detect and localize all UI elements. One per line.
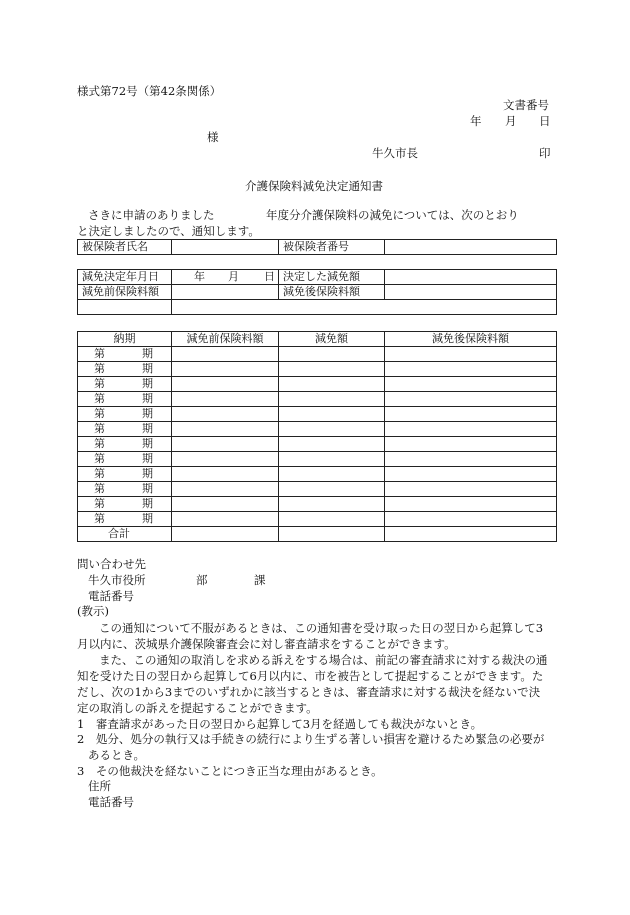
form-id: 様式第72号（第42条関係） — [77, 84, 222, 98]
installment-period — [78, 482, 172, 497]
doc-number-label: 文書番号 — [503, 98, 549, 112]
installment-after-field[interactable] — [385, 362, 557, 377]
item-text: 処分、処分の執行又は手続きの続行により生ずる著しい損害を避けるため緊急の必要があるとき。 — [88, 732, 545, 762]
decision-amount-field[interactable] — [385, 270, 557, 285]
decision-date-month: 月 — [228, 270, 239, 283]
contact-dept: 部 — [196, 573, 208, 587]
installment-after-field[interactable] — [385, 347, 557, 362]
installment-period — [78, 362, 172, 377]
installment-table — [77, 331, 557, 542]
installment-row — [78, 362, 557, 377]
header-due: 納期 — [78, 332, 172, 347]
period-dai: 第 — [94, 452, 105, 465]
addressee-suffix: 様 — [207, 130, 219, 144]
header-after: 減免後保険料額 — [385, 332, 557, 347]
period-ki: 期 — [142, 347, 153, 360]
installment-period — [78, 392, 172, 407]
installment-reduction-field[interactable] — [279, 377, 385, 392]
item-number: 2 — [77, 732, 85, 746]
installment-reduction-field[interactable] — [279, 392, 385, 407]
after-amount-field[interactable] — [385, 285, 557, 300]
period-ki: 期 — [142, 482, 153, 495]
decision-date-year: 年 — [194, 270, 205, 283]
notice-item-1 — [77, 716, 551, 732]
period-ki: 期 — [142, 452, 153, 465]
period-ki: 期 — [142, 467, 153, 480]
installment-period — [78, 407, 172, 422]
installment-before-field[interactable] — [172, 512, 279, 527]
period-ki: 期 — [142, 512, 153, 525]
installment-before-field[interactable] — [172, 422, 279, 437]
period-dai: 第 — [94, 467, 105, 480]
installment-row — [78, 347, 557, 362]
installment-after-field[interactable] — [385, 512, 557, 527]
period-dai: 第 — [94, 362, 105, 375]
insured-number-label: 被保険者番号 — [279, 240, 385, 255]
intro-line1-a: さきに申請のありました — [88, 208, 215, 222]
installment-row — [78, 422, 557, 437]
total-reduction-field[interactable] — [279, 527, 385, 542]
intro-line1-b: 年度分介護保険料の減免については、次のとおり — [266, 208, 519, 222]
date-day: 日 — [539, 114, 551, 128]
blank-cell — [172, 300, 557, 315]
installment-before-field[interactable] — [172, 407, 279, 422]
installment-row — [78, 497, 557, 512]
installment-period — [78, 512, 172, 527]
installment-reduction-field[interactable] — [279, 452, 385, 467]
installment-after-field[interactable] — [385, 422, 557, 437]
installment-row — [78, 407, 557, 422]
installment-period — [78, 422, 172, 437]
period-dai: 第 — [94, 422, 105, 435]
installment-before-field[interactable] — [172, 467, 279, 482]
insured-name-field[interactable] — [172, 240, 279, 255]
notice-paragraph-1: この通知について不服があるときは、この通知書を受け取った日の翌日から起算して3月以内に、茨城県介護保険審査会に対し審査請求をすることができます。 — [77, 621, 544, 651]
insured-table — [77, 239, 557, 255]
notice-paragraph-2: また、この通知の取消しを求める訴えをする場合は、前記の審査請求に対する裁決の通知を受けた日の翌日から起算して6月以内に、市を被告として提起することができます。ただし、次の1から3までのいずれかに該当するときは、審査請求に対する裁決を経ないで決定の取消しの訴えを提起することができます。 — [77, 653, 548, 715]
installment-before-field[interactable] — [172, 392, 279, 407]
header-reduction: 減免額 — [279, 332, 385, 347]
item-text: 審査請求があった日の翌日から起算して3月を経過しても裁決がないとき。 — [95, 717, 483, 731]
installment-row — [78, 437, 557, 452]
notice-phone: 電話番号 — [88, 795, 134, 809]
contact-office: 牛久市役所 — [88, 573, 146, 587]
decision-table — [77, 269, 557, 315]
installment-before-field[interactable] — [172, 437, 279, 452]
decision-date-label: 減免決定年月日 — [78, 270, 172, 285]
insured-number-field[interactable] — [385, 240, 557, 255]
total-before-field[interactable] — [172, 527, 279, 542]
period-dai: 第 — [94, 497, 105, 510]
period-dai: 第 — [94, 392, 105, 405]
installment-reduction-field[interactable] — [279, 512, 385, 527]
installment-before-field[interactable] — [172, 452, 279, 467]
period-ki: 期 — [142, 437, 153, 450]
period-ki: 期 — [142, 497, 153, 510]
installment-period — [78, 452, 172, 467]
installment-period — [78, 497, 172, 512]
period-dai: 第 — [94, 482, 105, 495]
installment-before-field[interactable] — [172, 497, 279, 512]
installment-after-field[interactable] — [385, 467, 557, 482]
installment-row — [78, 467, 557, 482]
before-amount-field[interactable] — [172, 285, 279, 300]
installment-after-field[interactable] — [385, 437, 557, 452]
blank-cell — [78, 300, 172, 315]
installment-after-field[interactable] — [385, 452, 557, 467]
period-ki: 期 — [142, 377, 153, 390]
installment-reduction-field[interactable] — [279, 467, 385, 482]
installment-period — [78, 467, 172, 482]
period-dai: 第 — [94, 512, 105, 525]
installment-reduction-field[interactable] — [279, 482, 385, 497]
installment-reduction-field[interactable] — [279, 422, 385, 437]
installment-after-field[interactable] — [385, 497, 557, 512]
seal: 印 — [539, 146, 551, 160]
installment-after-field[interactable] — [385, 377, 557, 392]
installment-reduction-field[interactable] — [279, 407, 385, 422]
issuer: 牛久市長 — [372, 146, 418, 160]
installment-before-field[interactable] — [172, 347, 279, 362]
installment-period — [78, 347, 172, 362]
notice-item-3 — [77, 763, 551, 779]
period-dai: 第 — [94, 347, 105, 360]
installment-reduction-field[interactable] — [279, 362, 385, 377]
installment-after-field[interactable] — [385, 407, 557, 422]
contact-section: 課 — [254, 573, 266, 587]
installment-row — [78, 512, 557, 527]
installment-period — [78, 377, 172, 392]
insured-name-label: 被保険者氏名 — [78, 240, 172, 255]
installment-before-field[interactable] — [172, 377, 279, 392]
period-ki: 期 — [142, 407, 153, 420]
notice-heading: (教示) — [77, 604, 109, 618]
header-before: 減免前保険料額 — [172, 332, 279, 347]
total-after-field[interactable] — [385, 527, 557, 542]
date-year: 年 — [470, 114, 482, 128]
intro-line2: と決定しましたので、通知します。 — [77, 224, 260, 238]
notice-item-2 — [77, 731, 551, 763]
period-dai: 第 — [94, 407, 105, 420]
installment-reduction-field[interactable] — [279, 347, 385, 362]
document-title: 介護保険料減免決定通知書 — [245, 179, 383, 193]
notice-address: 住所 — [88, 779, 111, 793]
installment-before-field[interactable] — [172, 482, 279, 497]
period-dai: 第 — [94, 377, 105, 390]
installment-row — [78, 392, 557, 407]
installment-row — [78, 377, 557, 392]
date-month: 月 — [505, 114, 517, 128]
decision-amount-label: 決定した減免額 — [279, 270, 385, 285]
before-amount-label: 減免前保険料額 — [78, 285, 172, 300]
after-amount-label: 減免後保険料額 — [279, 285, 385, 300]
installment-after-field[interactable] — [385, 392, 557, 407]
installment-period — [78, 437, 172, 452]
period-ki: 期 — [142, 422, 153, 435]
installment-reduction-field[interactable] — [279, 437, 385, 452]
total-label: 合計 — [78, 527, 172, 542]
contact-heading: 問い合わせ先 — [77, 557, 146, 571]
installment-before-field[interactable] — [172, 362, 279, 377]
installment-after-field[interactable] — [385, 482, 557, 497]
item-text: その他裁決を経ないことにつき正当な理由があるとき。 — [95, 764, 383, 778]
decision-date-day: 日 — [264, 270, 275, 283]
contact-phone: 電話番号 — [88, 589, 134, 603]
period-ki: 期 — [142, 362, 153, 375]
item-number: 1 — [77, 717, 85, 731]
installment-row — [78, 482, 557, 497]
installment-reduction-field[interactable] — [279, 497, 385, 512]
period-dai: 第 — [94, 437, 105, 450]
item-number: 3 — [77, 764, 85, 778]
installment-row — [78, 452, 557, 467]
decision-date-field[interactable] — [172, 270, 279, 285]
period-ki: 期 — [142, 392, 153, 405]
